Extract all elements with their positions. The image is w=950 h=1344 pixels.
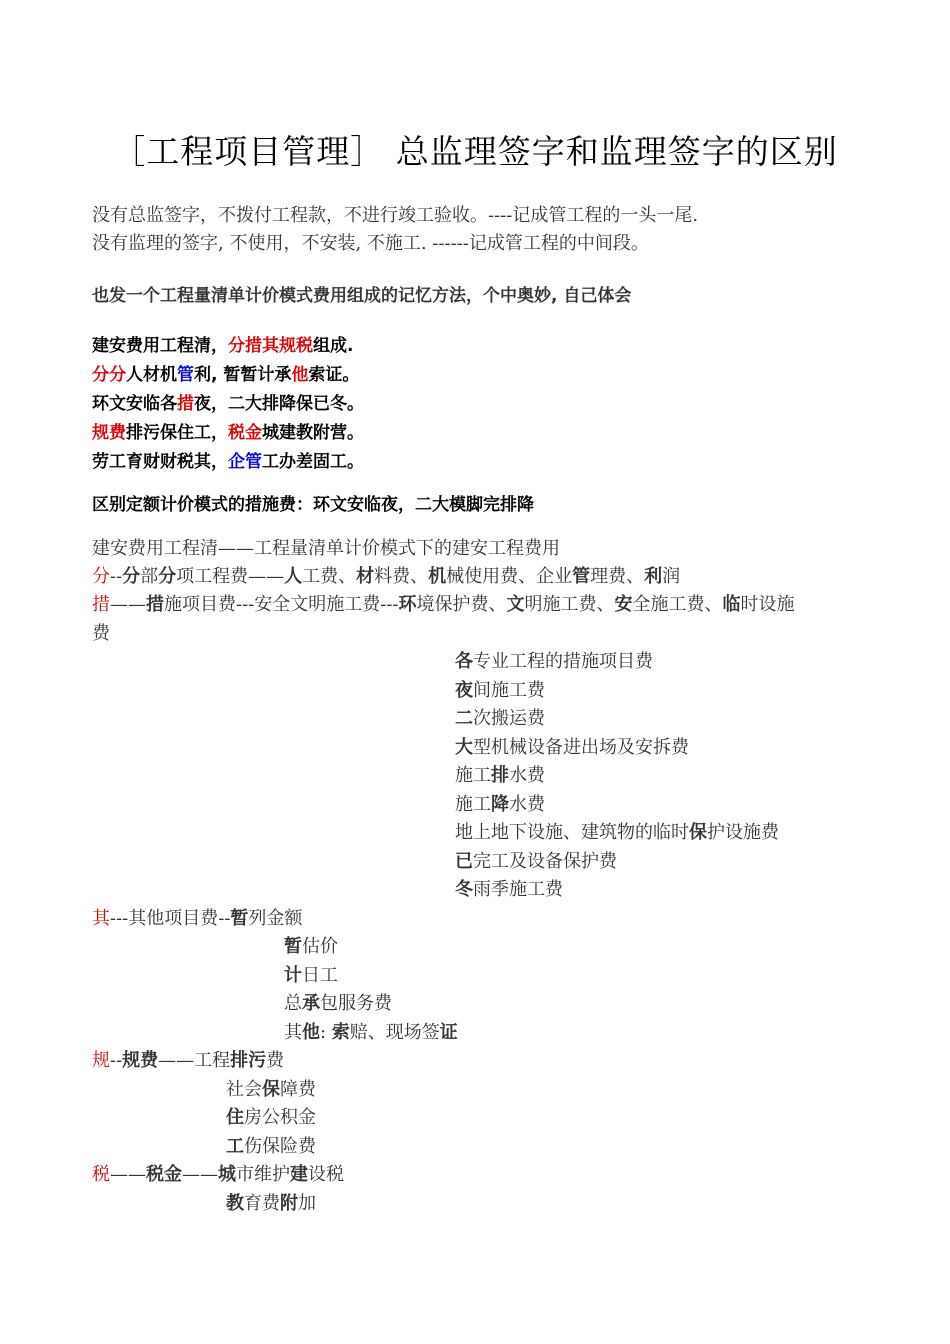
line-text: 护设施费 bbox=[707, 822, 779, 843]
mnemonic-line bbox=[92, 390, 364, 418]
line-text: 工 bbox=[226, 1136, 244, 1157]
line-text: 机 bbox=[428, 566, 447, 587]
line-text: 总 bbox=[284, 993, 302, 1014]
line-text: 索 bbox=[331, 1022, 350, 1043]
line-text: 分 bbox=[158, 566, 177, 587]
line-text: 计 bbox=[284, 965, 302, 986]
line-text: 教 bbox=[226, 1193, 244, 1214]
line-text: 列金额 bbox=[248, 908, 303, 929]
highlight-text: 规 bbox=[92, 1050, 110, 1071]
line-text: 明施工费、 bbox=[524, 594, 615, 615]
line-text: 大 bbox=[455, 737, 473, 758]
detail-line bbox=[226, 1190, 316, 1218]
intro-line-1: 没有总监签字，不拨付工程款，不进行竣工验收。----记成管工程的一头一尾. bbox=[92, 205, 699, 226]
line-text: 施工 bbox=[455, 794, 491, 815]
line-text: 建安费用工程清——工程量清单计价模式下的建安工程费用 bbox=[92, 538, 560, 559]
line-text: —— bbox=[182, 1164, 218, 1185]
detail-line bbox=[455, 848, 617, 876]
line-text: 排污保住工， bbox=[126, 423, 228, 443]
line-text: 临 bbox=[722, 594, 741, 615]
page-title: ［工程项目管理］ 总监理签字和监理签字的区别 bbox=[112, 132, 838, 171]
line-text: 境保护费、 bbox=[416, 594, 507, 615]
detail-line bbox=[455, 819, 779, 847]
line-text: 冬 bbox=[455, 879, 473, 900]
detail-line bbox=[92, 535, 560, 563]
line-text: 雨季施工费 bbox=[473, 879, 563, 900]
line-text: 水费 bbox=[509, 765, 545, 786]
detail-line bbox=[455, 648, 653, 676]
line-text: 劳工育财财税其， bbox=[92, 452, 228, 472]
highlight-text: 管 bbox=[177, 365, 194, 385]
line-text: 间施工费 bbox=[473, 680, 545, 701]
highlight-text: 分分 bbox=[92, 365, 126, 385]
line-text: 理费、 bbox=[590, 566, 645, 587]
line-text: 其 bbox=[284, 1022, 302, 1043]
detail-line bbox=[284, 1019, 458, 1047]
line-text: 育费 bbox=[244, 1193, 280, 1214]
highlight-text: 分 bbox=[92, 566, 110, 587]
highlight-text: 规费 bbox=[92, 423, 126, 443]
line-text: 索证。 bbox=[308, 365, 360, 385]
line-text: 建 bbox=[290, 1164, 308, 1185]
highlight-text: 其 bbox=[92, 908, 110, 929]
line-text: 水费 bbox=[509, 794, 545, 815]
line-text: 房公积金 bbox=[244, 1107, 316, 1128]
line-text: 夜 bbox=[455, 680, 473, 701]
line-text: 伤保险费 bbox=[244, 1136, 316, 1157]
line-text: 项工程费—— bbox=[176, 566, 285, 587]
line-text: 利, 暂暂计承 bbox=[194, 365, 292, 385]
detail-line bbox=[455, 791, 545, 819]
line-text: 时设施 bbox=[740, 594, 795, 615]
line-text: 估价 bbox=[302, 936, 338, 957]
line-text: 次搬运费 bbox=[473, 708, 545, 729]
line-text: 安 bbox=[614, 594, 633, 615]
detail-line bbox=[455, 876, 563, 904]
line-text: 文 bbox=[506, 594, 525, 615]
line-text: 全施工费、 bbox=[632, 594, 723, 615]
mnemonic-line bbox=[92, 332, 353, 360]
line-text: 附 bbox=[280, 1193, 298, 1214]
line-text: 施项目费---安全文明施工费--- bbox=[164, 594, 399, 615]
line-text: 施工 bbox=[455, 765, 491, 786]
highlight-text: 措 bbox=[92, 594, 110, 615]
line-text: 材 bbox=[356, 566, 375, 587]
line-text: 市维护 bbox=[236, 1164, 290, 1185]
line-text: 包服务费 bbox=[320, 993, 392, 1014]
detail-line bbox=[455, 734, 689, 762]
line-text: 料费、 bbox=[374, 566, 429, 587]
line-text: 分 bbox=[122, 566, 141, 587]
detail-line bbox=[284, 962, 338, 990]
highlight-text: 措 bbox=[177, 394, 194, 414]
line-text: 费 bbox=[92, 623, 110, 644]
detail-line bbox=[455, 705, 545, 733]
mnemonic-line bbox=[92, 448, 364, 476]
line-text: 规费 bbox=[122, 1050, 159, 1071]
line-text: 暂 bbox=[284, 936, 302, 957]
detail-line bbox=[455, 677, 545, 705]
line-text: —— bbox=[110, 594, 146, 615]
highlight-text: 分措其规税 bbox=[228, 336, 313, 356]
line-text: 工办差固工。 bbox=[262, 452, 364, 472]
detail-line bbox=[92, 1047, 284, 1075]
line-text: 措 bbox=[146, 594, 164, 615]
line-text: —— bbox=[110, 1164, 146, 1185]
line-text: 械使用费、企业 bbox=[446, 566, 573, 587]
line-text: 组成. bbox=[313, 336, 354, 356]
line-text: 二 bbox=[455, 708, 473, 729]
line-text: 已 bbox=[455, 851, 473, 872]
line-text: -- bbox=[110, 1050, 123, 1071]
line-text: 润 bbox=[662, 566, 681, 587]
line-text: 完工及设备保护费 bbox=[473, 851, 617, 872]
detail-line bbox=[92, 1161, 344, 1189]
line-text: 暂 bbox=[230, 908, 249, 929]
line-text: 税金 bbox=[146, 1164, 182, 1185]
detail-line bbox=[92, 591, 795, 619]
highlight-text: 他 bbox=[291, 365, 309, 385]
detail-line bbox=[284, 933, 338, 961]
line-text: 保 bbox=[689, 822, 707, 843]
line-text: ---其他项目费-- bbox=[110, 908, 231, 929]
line-text: 管 bbox=[572, 566, 591, 587]
highlight-text: 企管 bbox=[228, 452, 262, 472]
line-text: 各 bbox=[455, 651, 473, 672]
detail-line bbox=[92, 620, 110, 648]
detail-line bbox=[226, 1104, 316, 1132]
line-text: 环 bbox=[398, 594, 417, 615]
highlight-text: 税金 bbox=[228, 423, 262, 443]
detail-line bbox=[226, 1076, 316, 1104]
line-text: 障费 bbox=[280, 1079, 316, 1100]
mnemonic-line bbox=[92, 361, 359, 389]
line-text: 城建教附营。 bbox=[262, 423, 364, 443]
line-text: 保 bbox=[262, 1079, 280, 1100]
line-text: -- bbox=[110, 566, 123, 587]
detail-line bbox=[92, 905, 302, 933]
detail-line bbox=[284, 990, 392, 1018]
line-text: 环文安临各 bbox=[92, 394, 177, 414]
line-text: 承 bbox=[302, 993, 320, 1014]
line-text: ——工程 bbox=[158, 1050, 231, 1071]
line-text: 工费、 bbox=[302, 566, 357, 587]
intro-line-2: 没有监理的签字, 不使用，不安装, 不施工. ------记成管工程的中间段。 bbox=[92, 233, 649, 254]
line-text: 地上地下设施、建筑物的临时 bbox=[455, 822, 689, 843]
mnemonic-line bbox=[92, 419, 364, 447]
line-text: 建安费用工程清， bbox=[92, 336, 228, 356]
line-text: : bbox=[320, 1022, 332, 1043]
line-text: 社会 bbox=[226, 1079, 262, 1100]
line-text: 城 bbox=[218, 1164, 236, 1185]
line-text: 费 bbox=[266, 1050, 285, 1071]
line-text: 证 bbox=[439, 1022, 458, 1043]
line-text: 排污 bbox=[230, 1050, 267, 1071]
line-text: 型机械设备进出场及安拆费 bbox=[473, 737, 689, 758]
line-text: 利 bbox=[644, 566, 663, 587]
line-text: 住 bbox=[226, 1107, 244, 1128]
section-heading-mnemonic: 也发一个工程量清单计价模式费用组成的记忆方法，个中奥妙, 自己体会 bbox=[92, 286, 632, 306]
line-text: 赔、现场签 bbox=[349, 1022, 440, 1043]
line-text: 降 bbox=[491, 794, 509, 815]
detail-line bbox=[92, 563, 680, 591]
detail-line bbox=[226, 1133, 316, 1161]
section-heading-quota: 区别定额计价模式的措施费：环文安临夜，二大模脚完排降 bbox=[92, 495, 534, 515]
detail-line bbox=[455, 762, 545, 790]
line-text: 人 bbox=[284, 566, 303, 587]
highlight-text: 税 bbox=[92, 1164, 110, 1185]
line-text: 加 bbox=[298, 1193, 316, 1214]
line-text: 人材机 bbox=[126, 365, 177, 385]
line-text: 日工 bbox=[302, 965, 338, 986]
line-text: 他 bbox=[302, 1022, 320, 1043]
line-text: 夜，二大排降保已冬。 bbox=[194, 394, 364, 414]
line-text: 设税 bbox=[308, 1164, 344, 1185]
line-text: 部 bbox=[140, 566, 159, 587]
line-text: 专业工程的措施项目费 bbox=[473, 651, 653, 672]
line-text: 排 bbox=[491, 765, 509, 786]
